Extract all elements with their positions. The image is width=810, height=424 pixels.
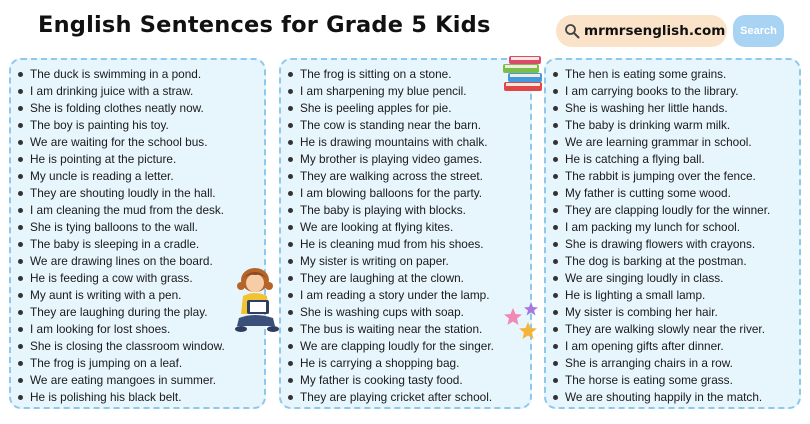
bullet-icon <box>553 378 558 383</box>
sentence-list-2 <box>288 66 494 406</box>
bullet-icon <box>553 259 558 264</box>
sentence-text: The boy is painting his toy. <box>30 118 169 132</box>
list-item <box>288 253 494 270</box>
bullet-icon <box>288 378 293 383</box>
sentence-text: He is feeding a cow with grass. <box>30 271 193 285</box>
sentence-text: The baby is drinking warm milk. <box>565 118 731 132</box>
list-item <box>553 151 770 168</box>
sentence-text: We are drawing lines on the board. <box>30 254 213 268</box>
sentence-text: My brother is playing video games. <box>300 152 483 166</box>
search-icon <box>564 23 580 39</box>
sentence-text: The cow is standing near the barn. <box>300 118 481 132</box>
bullet-icon <box>553 395 558 400</box>
bullet-icon <box>18 72 23 77</box>
bullet-icon <box>288 293 293 298</box>
bullet-icon <box>288 174 293 179</box>
sentence-text: My father is cooking tasty food. <box>300 373 463 387</box>
sentence-text: She is washing cups with soap. <box>300 305 464 319</box>
bullet-icon <box>18 378 23 383</box>
bullet-icon <box>18 106 23 111</box>
list-item <box>553 287 770 304</box>
bullet-icon <box>18 225 23 230</box>
bullet-icon <box>288 225 293 230</box>
sentence-text: The frog is jumping on a leaf. <box>30 356 183 370</box>
bullet-icon <box>553 310 558 315</box>
bullet-icon <box>553 327 558 332</box>
search-button[interactable]: Search <box>733 15 784 47</box>
list-item <box>288 372 494 389</box>
sentence-text: My sister is combing her hair. <box>565 305 718 319</box>
list-item <box>288 168 494 185</box>
list-item <box>18 100 225 117</box>
list-item <box>288 355 494 372</box>
list-item <box>288 389 494 406</box>
bullet-icon <box>288 191 293 196</box>
list-item <box>288 151 494 168</box>
bullet-icon <box>18 89 23 94</box>
sentence-text: The duck is swimming in a pond. <box>30 67 202 81</box>
list-item <box>18 270 225 287</box>
list-item <box>18 304 225 321</box>
sentence-text: I am opening gifts after dinner. <box>565 339 724 353</box>
sentence-text: The horse is eating some grass. <box>565 373 733 387</box>
sentence-text: We are shouting happily in the match. <box>565 390 763 404</box>
sentence-text: He is carrying a shopping bag. <box>300 356 460 370</box>
sentence-text: She is washing her little hands. <box>565 101 728 115</box>
sentence-text: They are shouting loudly in the hall. <box>30 186 216 200</box>
sentence-text: My sister is writing on paper. <box>300 254 449 268</box>
bullet-icon <box>553 276 558 281</box>
sentence-panel-1 <box>9 58 266 409</box>
bullet-icon <box>18 395 23 400</box>
sentence-text: The dog is barking at the postman. <box>565 254 747 268</box>
list-item <box>553 270 770 287</box>
sentence-text: She is drawing flowers with crayons. <box>565 237 756 251</box>
bullet-icon <box>18 259 23 264</box>
sentence-text: The baby is sleeping in a cradle. <box>30 237 200 251</box>
list-item <box>553 338 770 355</box>
sentence-text: We are learning grammar in school. <box>565 135 752 149</box>
stars-icon <box>500 300 542 342</box>
sentence-text: The frog is sitting on a stone. <box>300 67 452 81</box>
sentence-text: I am drinking juice with a straw. <box>30 84 194 98</box>
list-item <box>18 185 225 202</box>
bullet-icon <box>288 140 293 145</box>
bullet-icon <box>553 242 558 247</box>
bullet-icon <box>288 208 293 213</box>
list-item <box>18 321 225 338</box>
bullet-icon <box>553 140 558 145</box>
sentence-text: He is cleaning mud from his shoes. <box>300 237 484 251</box>
list-item <box>288 202 494 219</box>
bullet-icon <box>18 174 23 179</box>
list-item <box>18 236 225 253</box>
list-item <box>553 100 770 117</box>
bullet-icon <box>288 344 293 349</box>
sentence-text: The bus is waiting near the station. <box>300 322 483 336</box>
bullet-icon <box>18 361 23 366</box>
bullet-icon <box>18 208 23 213</box>
list-item <box>288 338 494 355</box>
sentence-text: I am packing my lunch for school. <box>565 220 741 234</box>
list-item <box>288 83 494 100</box>
sentence-text: We are eating mangoes in summer. <box>30 373 217 387</box>
bullet-icon <box>288 310 293 315</box>
sentence-text: We are singing loudly in class. <box>565 271 724 285</box>
sentence-text: I am blowing balloons for the party. <box>300 186 483 200</box>
sentence-text: We are looking at flying kites. <box>300 220 454 234</box>
list-item <box>553 236 770 253</box>
list-item <box>288 185 494 202</box>
bullet-icon <box>553 123 558 128</box>
list-item <box>553 117 770 134</box>
bullet-icon <box>288 106 293 111</box>
list-item <box>288 100 494 117</box>
list-item <box>553 372 770 389</box>
bullet-icon <box>553 208 558 213</box>
list-item <box>18 355 225 372</box>
search-text: mrmrsenglish.com <box>584 23 726 39</box>
list-item <box>18 389 225 406</box>
sentence-panel-2 <box>279 58 532 409</box>
list-item <box>18 202 225 219</box>
list-item <box>288 321 494 338</box>
sentence-text: I am carrying books to the library. <box>565 84 739 98</box>
sentence-text: They are clapping loudly for the winner. <box>565 203 771 217</box>
sentence-text: They are laughing at the clown. <box>300 271 464 285</box>
list-item <box>553 83 770 100</box>
list-item <box>18 117 225 134</box>
sentence-text: My uncle is reading a letter. <box>30 169 174 183</box>
list-item <box>553 202 770 219</box>
list-item <box>288 117 494 134</box>
sentence-text: My aunt is writing with a pen. <box>30 288 182 302</box>
bullet-icon <box>18 140 23 145</box>
list-item <box>18 372 225 389</box>
list-item <box>18 168 225 185</box>
sentence-list-1 <box>18 66 225 406</box>
list-item <box>288 287 494 304</box>
bullet-icon <box>553 89 558 94</box>
bullet-icon <box>553 225 558 230</box>
bullet-icon <box>288 259 293 264</box>
list-item <box>18 134 225 151</box>
sentence-text: She is arranging chairs in a row. <box>565 356 733 370</box>
list-item <box>288 304 494 321</box>
bullet-icon <box>18 157 23 162</box>
sentence-text: I am reading a story under the lamp. <box>300 288 490 302</box>
sentence-text: My father is cutting some wood. <box>565 186 731 200</box>
list-item <box>553 253 770 270</box>
sentence-text: She is tying balloons to the wall. <box>30 220 198 234</box>
sentence-text: She is folding clothes neatly now. <box>30 101 204 115</box>
sentence-text: I am sharpening my blue pencil. <box>300 84 467 98</box>
bullet-icon <box>288 123 293 128</box>
bullet-icon <box>553 293 558 298</box>
list-item <box>18 287 225 304</box>
books-stack-icon <box>500 52 548 94</box>
sentence-text: They are walking slowly near the river. <box>565 322 765 336</box>
bullet-icon <box>288 276 293 281</box>
list-item <box>18 253 225 270</box>
sentence-text: He is drawing mountains with chalk. <box>300 135 488 149</box>
sentence-text: The baby is playing with blocks. <box>300 203 466 217</box>
list-item <box>288 66 494 83</box>
sentence-text: He is polishing his black belt. <box>30 390 182 404</box>
list-item <box>18 219 225 236</box>
bullet-icon <box>553 72 558 77</box>
sentence-text: She is peeling apples for pie. <box>300 101 452 115</box>
sentence-text: The rabbit is jumping over the fence. <box>565 169 756 183</box>
sentence-panel-3 <box>544 58 801 409</box>
list-item <box>18 151 225 168</box>
bullet-icon <box>18 123 23 128</box>
list-item <box>553 66 770 83</box>
bullet-icon <box>288 157 293 162</box>
bullet-icon <box>18 276 23 281</box>
bullet-icon <box>288 89 293 94</box>
bullet-icon <box>18 242 23 247</box>
bullet-icon <box>18 293 23 298</box>
list-item <box>553 168 770 185</box>
sentence-text: They are walking across the street. <box>300 169 483 183</box>
list-item <box>18 338 225 355</box>
list-item <box>288 134 494 151</box>
bullet-icon <box>553 157 558 162</box>
bullet-icon <box>18 344 23 349</box>
sentence-text: We are waiting for the school bus. <box>30 135 208 149</box>
bullet-icon <box>553 191 558 196</box>
list-item <box>553 321 770 338</box>
sentence-text: The hen is eating some grains. <box>565 67 727 81</box>
bullet-icon <box>553 174 558 179</box>
list-item <box>288 219 494 236</box>
bullet-icon <box>553 106 558 111</box>
list-item <box>553 304 770 321</box>
sentence-text: He is catching a flying ball. <box>565 152 705 166</box>
sentence-text: I am cleaning the mud from the desk. <box>30 203 225 217</box>
bullet-icon <box>288 242 293 247</box>
sentence-text: They are laughing during the play. <box>30 305 208 319</box>
bullet-icon <box>553 361 558 366</box>
bullet-icon <box>288 72 293 77</box>
bullet-icon <box>288 327 293 332</box>
girl-reading-icon <box>229 266 285 338</box>
sentence-text: She is closing the classroom window. <box>30 339 225 353</box>
page-title: English Sentences for Grade 5 Kids <box>38 12 491 38</box>
search-box[interactable] <box>556 15 727 47</box>
list-item <box>553 134 770 151</box>
list-item <box>553 389 770 406</box>
sentence-text: They are playing cricket after school. <box>300 390 493 404</box>
list-item <box>288 236 494 253</box>
list-item <box>18 83 225 100</box>
sentence-text: I am looking for lost shoes. <box>30 322 171 336</box>
bullet-icon <box>553 344 558 349</box>
list-item <box>553 355 770 372</box>
bullet-icon <box>18 327 23 332</box>
bullet-icon <box>288 395 293 400</box>
bullet-icon <box>288 361 293 366</box>
sentence-text: He is pointing at the picture. <box>30 152 177 166</box>
sentence-text: We are clapping loudly for the singer. <box>300 339 494 353</box>
list-item <box>18 66 225 83</box>
sentence-text: He is lighting a small lamp. <box>565 288 706 302</box>
list-item <box>288 270 494 287</box>
bullet-icon <box>18 310 23 315</box>
list-item <box>553 185 770 202</box>
list-item <box>553 219 770 236</box>
bullet-icon <box>18 191 23 196</box>
sentence-list-3 <box>553 66 770 406</box>
